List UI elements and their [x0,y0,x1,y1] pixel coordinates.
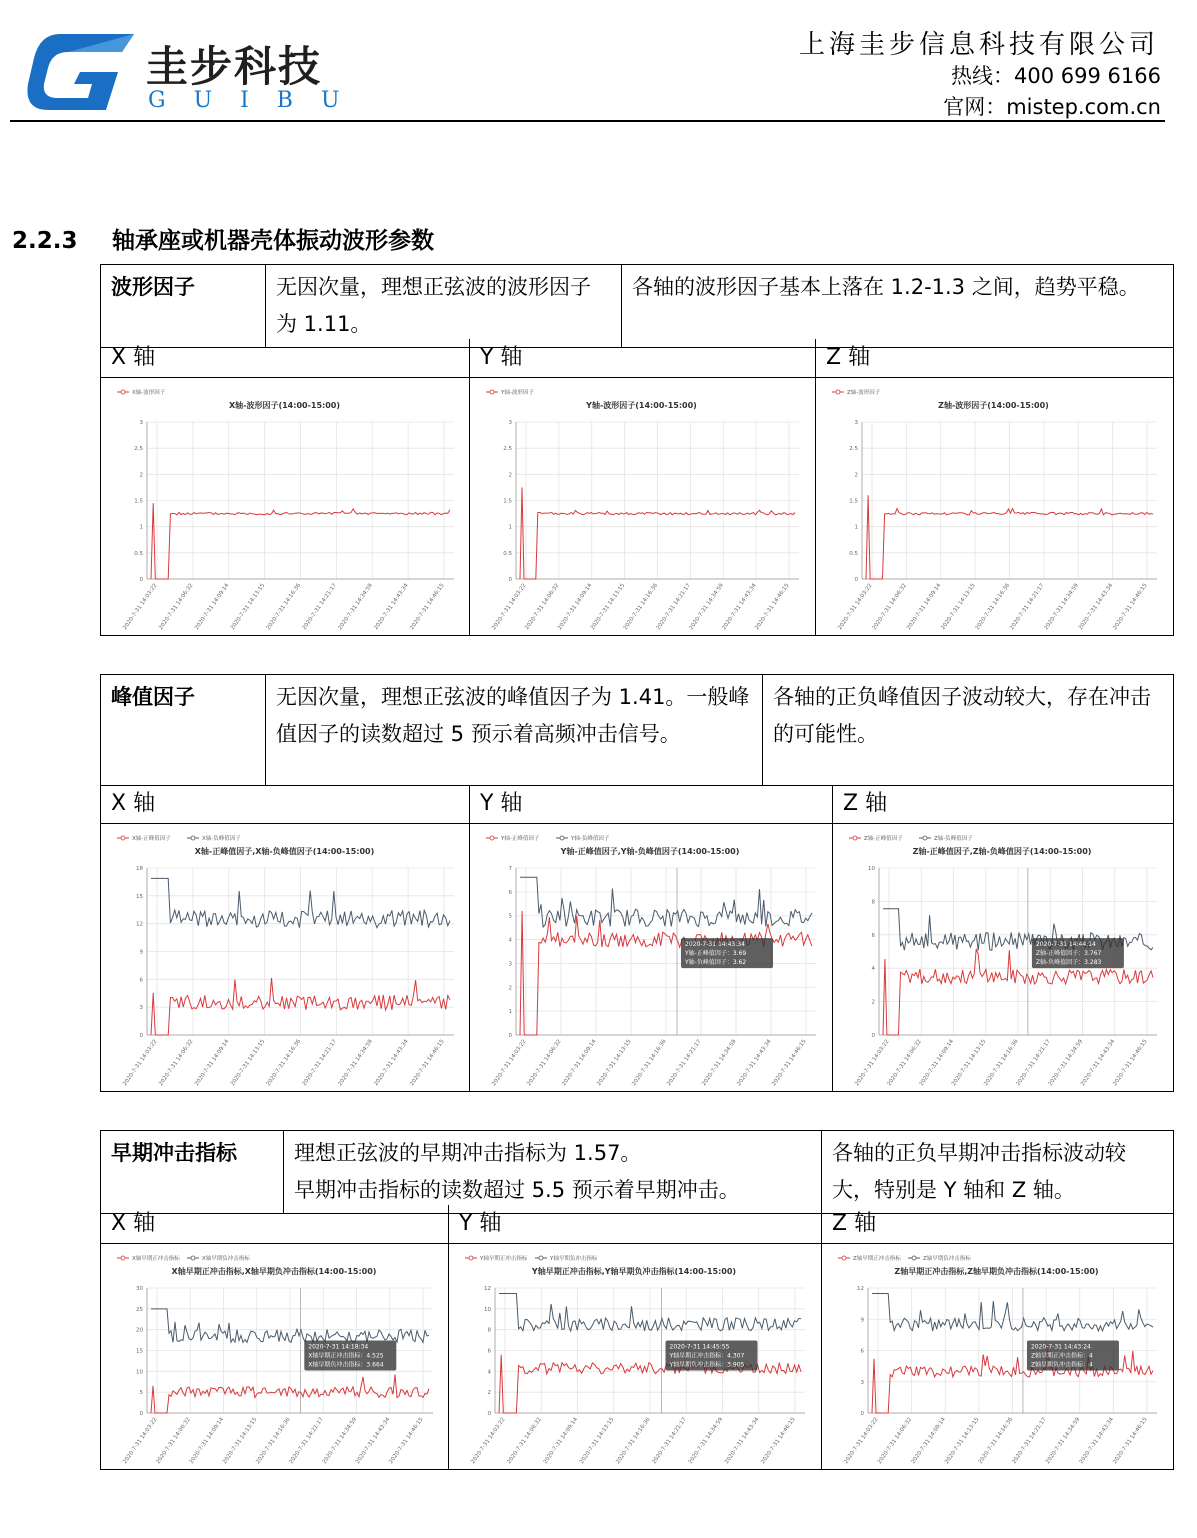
section-heading [12,222,434,255]
y-tick-label: 0 [871,1033,875,1039]
x-tick-label: 2020-7-31 14:43:34 [721,582,758,632]
x-tick-label: 2020-7-31 14:13:15 [229,1038,267,1088]
y-tick-label: 2.5 [503,446,512,453]
y-tick-label: 3 [508,961,512,968]
chart-z-waveform [816,378,1171,633]
website: 官网：mistep.com.cn [943,95,1161,119]
chart-title: X轴-波形因子(14:00-15:00) [228,401,341,410]
y-tick-label: 0.5 [849,550,858,557]
chart-svg [101,824,468,1089]
legend-label: Z轴-正峰值因子 [864,836,903,842]
param-name: 峰值因子 [101,675,266,786]
y-tick-label: 0.5 [134,550,143,557]
y-tick-label: 2.5 [134,446,143,453]
tooltip-text: Z轴早期正冲击指标：4 [1030,1352,1093,1360]
x-tick-label: 2020-7-31 14:21:17 [301,582,339,632]
x-tick-label: 2020-7-31 14:03:22 [837,582,874,632]
y-tick-label: 7 [508,866,512,872]
y-tick-label: 3 [139,1005,143,1012]
x-tick-label: 2020-7-31 14:46:15 [1112,582,1149,632]
x-tick-label: 2020-7-31 14:13:15 [950,1038,988,1088]
chart-svg [470,378,813,633]
y-tick-label: 9 [139,949,143,956]
tooltip-text: X轴早期负冲击指标：3.664 [308,1361,384,1369]
y-tick-label: 3 [139,420,143,426]
axis-label-z: Z 轴 [822,1205,1173,1244]
chart-x-crest [101,824,468,1089]
x-tick-label: 2020-7-31 14:09:14 [918,1038,956,1088]
legend-label: Y轴早期负冲击指标 [550,1256,598,1262]
chart-x-impact [101,1244,447,1467]
y-tick-label: 0 [508,577,512,583]
x-tick-label: 2020-7-31 14:03:22 [491,1038,528,1088]
early-impact-charts [100,1205,1174,1470]
x-tick-label: 2020-7-31 14:16:36 [974,582,1012,632]
chart-title: Y轴早期正冲击指标,Y轴早期负冲击指标(14:00-15:00) [531,1267,737,1276]
y-tick-label: 0.5 [503,550,512,557]
waveform-factor-table [100,264,1174,348]
x-tick-label: 2020-7-31 14:43:34 [1079,1038,1117,1088]
y-tick-label: 2 [508,985,512,992]
x-tick-label: 2020-7-31 14:16:36 [631,1038,668,1088]
x-tick-label: 2020-7-31 14:21:17 [655,582,693,632]
y-tick-label: 0 [487,1411,491,1417]
legend-label: X轴早期负冲击指标 [202,1256,250,1262]
x-tick-label: 2020-7-31 14:13:15 [578,1416,616,1466]
axis-label-x: X 轴 [101,785,469,824]
chart-title: X轴早期正冲击指标,X轴早期负冲击指标(14:00-15:00) [171,1267,377,1276]
x-tick-label: 2020-7-31 14:06:32 [524,582,561,632]
y-tick-label: 8 [487,1327,491,1334]
axis-label-x: X 轴 [101,1205,448,1244]
param-definition: 无因次量，理想正弦波的波形因子为 1.11。 [266,265,622,348]
definition-line-2: 早期冲击指标的读数超过 5.5 预示着早期冲击。 [294,1178,740,1202]
x-tick-label: 2020-7-31 14:03:22 [122,1038,159,1088]
x-tick-label: 2020-7-31 14:34:59 [1043,582,1080,632]
crest-factor-charts [100,785,1174,1092]
x-tick-label: 2020-7-31 14:46:15 [771,1038,808,1088]
x-tick-label: 2020-7-31 14:34:59 [687,1416,725,1466]
param-observation: 各轴的正负峰值因子波动较大，存在冲击的可能性。 [763,675,1174,786]
tooltip-text: 2020-7-31 14:43:34 [685,941,745,949]
x-tick-label: 2020-7-31 14:09:14 [188,1416,226,1466]
legend-label: Y轴早期正冲击指标 [480,1256,528,1262]
x-tick-label: 2020-7-31 14:21:17 [1011,1416,1048,1466]
crest-factor-table [100,674,1174,786]
brand-name-cn: 圭步科技 [146,42,323,91]
x-tick-label: 2020-7-31 14:43:34 [736,1038,773,1088]
chart-y-crest [470,824,830,1089]
x-tick-label: 2020-7-31 14:16:36 [265,1038,303,1088]
x-tick-label: 2020-7-31 14:16:36 [977,1416,1015,1466]
y-tick-label: 0 [139,1033,143,1039]
chart-title: Y轴-波形因子(14:00-15:00) [586,401,697,410]
x-tick-label: 2020-7-31 14:03:22 [491,582,528,632]
x-tick-label: 2020-7-31 14:13:15 [221,1416,259,1466]
x-tick-label: 2020-7-31 14:46:15 [409,1038,446,1088]
x-tick-label: 2020-7-31 14:16:36 [615,1416,652,1466]
waveform-factor-charts [100,339,1174,636]
x-tick-label: 2020-7-31 14:09:14 [561,1038,598,1088]
chart-title: Z轴-正峰值因子,Z轴-负峰值因子(14:00-15:00) [912,847,1092,856]
y-tick-label: 6 [487,1348,491,1355]
x-tick-label: 2020-7-31 14:09:14 [905,582,943,632]
y-tick-label: 3 [854,420,858,426]
y-tick-label: 25 [136,1306,143,1313]
x-tick-label: 2020-7-31 14:03:22 [122,582,159,632]
chart-title: Z轴-波形因子(14:00-15:00) [938,401,1049,410]
x-tick-label: 2020-7-31 14:06:32 [886,1038,923,1088]
y-tick-label: 18 [136,866,143,872]
axis-label-y: Y 轴 [449,1205,821,1244]
x-tick-label: 2020-7-31 14:03:22 [122,1416,159,1466]
tooltip-text: X轴早期正冲击指标：4.525 [308,1352,384,1360]
y-tick-label: 1.5 [503,498,512,505]
axis-label-z: Z 轴 [833,785,1173,824]
x-tick-label: 2020-7-31 14:16:36 [983,1038,1020,1088]
param-definition: 无因次量，理想正弦波的峰值因子为 1.41。一般峰值因子的读数超过 5 预示着高频冲击信号。 [266,675,763,786]
y-tick-label: 5 [508,913,512,920]
x-tick-label: 2020-7-31 14:21:17 [666,1038,703,1088]
x-tick-label: 2020-7-31 14:21:17 [1009,582,1046,632]
y-tick-label: 0 [139,1411,143,1417]
legend-label: Y轴-正峰值因子 [501,836,540,842]
x-tick-label: 2020-7-31 14:21:17 [301,1038,339,1088]
y-tick-label: 2 [871,999,875,1006]
y-tick-label: 15 [136,1348,143,1355]
y-tick-label: 3 [860,1379,864,1386]
tooltip-text: 2020-7-31 14:18:34 [308,1343,369,1351]
chart-title: Z轴早期正冲击指标,Z轴早期负冲击指标(14:00-15:00) [894,1267,1099,1276]
section-number: 2.2.3 [12,228,78,254]
axis-label-y: Y 轴 [470,785,832,824]
section-title: 轴承座或机器壳体振动波形参数 [112,228,434,254]
y-tick-label: 2 [139,472,143,479]
param-observation: 各轴的波形因子基本上落在 1.2-1.3 之间，趋势平稳。 [622,265,1174,348]
brand-name-en: GUIBU [148,88,368,113]
param-name: 波形因子 [101,265,266,348]
x-tick-label: 2020-7-31 14:06:32 [526,1038,563,1088]
x-tick-label: 2020-7-31 14:16:36 [622,582,660,632]
y-tick-label: 2 [508,472,512,479]
x-tick-label: 2020-7-31 14:46:15 [754,582,791,632]
y-tick-label: 1 [508,524,512,531]
x-tick-label: 2020-7-31 14:09:14 [910,1416,947,1466]
chart-z-impact [822,1244,1171,1467]
y-tick-label: 6 [139,977,143,984]
tooltip-text: 2020-7-31 14:45:55 [669,1343,730,1351]
legend-label: X轴-负峰值因子 [202,836,241,842]
x-tick-label: 2020-7-31 14:46:15 [760,1416,797,1466]
x-tick-label: 2020-7-31 14:46:15 [1112,1416,1149,1466]
y-tick-label: 5 [139,1390,143,1397]
axis-label-x: X 轴 [101,339,469,378]
chart-svg [101,378,468,633]
x-tick-label: 2020-7-31 14:06:32 [158,582,195,632]
param-observation: 各轴的正负早期冲击指标波动较大，特别是 Y 轴和 Z 轴。 [822,1131,1174,1214]
legend-label: Z轴早期正冲击指标 [853,1256,901,1262]
y-tick-label: 3 [508,420,512,426]
y-tick-label: 1.5 [134,498,143,505]
legend-label: Z轴-波形因子 [847,390,881,396]
y-tick-label: 6 [508,889,512,896]
x-tick-label: 2020-7-31 14:06:32 [158,1038,195,1088]
x-tick-label: 2020-7-31 14:06:32 [876,1416,914,1466]
x-tick-label: 2020-7-31 14:34:59 [701,1038,738,1088]
y-tick-label: 12 [136,921,143,928]
x-tick-label: 2020-7-31 14:03:22 [470,1416,507,1466]
axis-label-y: Y 轴 [470,339,815,378]
tooltip-text: Z轴-正峰值因子：3.767 [1035,950,1102,958]
x-tick-label: 2020-7-31 14:34:59 [321,1416,359,1466]
x-tick-label: 2020-7-31 14:34:59 [337,1038,374,1088]
x-tick-label: 2020-7-31 14:34:59 [688,582,725,632]
x-tick-label: 2020-7-31 14:34:59 [1044,1416,1082,1466]
chart-svg [101,1244,447,1467]
x-tick-label: 2020-7-31 14:06:32 [155,1416,192,1466]
y-tick-label: 2.5 [849,446,858,453]
chart-svg [816,378,1171,633]
x-tick-label: 2020-7-31 14:43:34 [373,582,410,632]
x-tick-label: 2020-7-31 14:06:32 [871,582,909,632]
chart-y-impact [449,1244,819,1467]
x-tick-label: 2020-7-31 14:21:17 [651,1416,688,1466]
tooltip-text: Y轴-正峰值因子：3.69 [685,950,747,958]
legend-label: Y轴-负峰值因子 [571,836,610,842]
hotline: 热线：400 699 6166 [951,64,1161,88]
y-tick-label: 10 [868,866,875,872]
tooltip-text: Y轴-负峰值因子：3.62 [685,959,747,967]
chart-title: Y轴-正峰值因子,Y轴-负峰值因子(14:00-15:00) [560,847,740,856]
guibu-logo-icon [22,28,142,118]
y-tick-label: 6 [860,1348,864,1355]
y-tick-label: 2 [487,1390,491,1397]
chart-svg [822,1244,1171,1467]
tooltip-text: Y轴早期正冲击指标：4.307 [669,1352,745,1360]
legend-label: X轴早期正冲击指标 [132,1256,180,1262]
x-tick-label: 2020-7-31 14:43:34 [1077,582,1115,632]
x-tick-label: 2020-7-31 14:46:15 [388,1416,425,1466]
x-tick-label: 2020-7-31 14:09:14 [193,1038,231,1088]
x-tick-label: 2020-7-31 14:46:15 [409,582,446,632]
y-tick-label: 12 [484,1286,491,1292]
y-tick-label: 1 [139,524,143,531]
company-name: 上海圭步信息科技有限公司 [798,30,1159,60]
x-tick-label: 2020-7-31 14:06:32 [506,1416,543,1466]
tooltip-text: 2020-7-31 14:44:14 [1035,941,1096,949]
x-tick-label: 2020-7-31 14:21:17 [1015,1038,1052,1088]
param-name: 早期冲击指标 [101,1131,284,1214]
legend-label: X轴-正峰值因子 [132,836,171,842]
chart-z-crest [833,824,1171,1089]
y-tick-label: 9 [860,1317,864,1324]
x-tick-label: 2020-7-31 14:34:59 [337,582,374,632]
param-definition [284,1131,822,1214]
x-tick-label: 2020-7-31 14:13:15 [596,1038,633,1088]
y-tick-label: 2 [854,472,858,479]
x-tick-label: 2020-7-31 14:43:34 [354,1416,392,1466]
x-tick-label: 2020-7-31 14:43:34 [373,1038,410,1088]
x-tick-label: 2020-7-31 14:03:22 [854,1038,891,1088]
x-tick-label: 2020-7-31 14:03:22 [843,1416,880,1466]
y-tick-label: 10 [484,1306,491,1313]
legend-label: Y轴-波形因子 [501,390,534,396]
chart-x-waveform [101,378,468,633]
x-tick-label: 2020-7-31 14:09:14 [193,582,231,632]
axis-label-z: Z 轴 [816,339,1173,378]
legend-label: Z轴早期负冲击指标 [923,1256,971,1262]
x-tick-label: 2020-7-31 14:46:15 [1112,1038,1149,1088]
x-tick-label: 2020-7-31 14:13:15 [940,582,977,632]
y-tick-label: 15 [136,893,143,900]
y-tick-label: 0 [854,577,858,583]
tooltip-text: Y轴早期负冲击指标：3.905 [669,1361,745,1369]
y-tick-label: 1.5 [849,498,858,505]
early-impact-table [100,1130,1174,1214]
x-tick-label: 2020-7-31 14:13:15 [944,1416,981,1466]
chart-title: X轴-正峰值因子,X轴-负峰值因子(14:00-15:00) [194,847,375,856]
x-tick-label: 2020-7-31 14:16:36 [255,1416,292,1466]
y-tick-label: 4 [508,937,512,944]
y-tick-label: 1 [508,1009,512,1016]
x-tick-label: 2020-7-31 14:13:15 [229,582,267,632]
x-tick-label: 2020-7-31 14:13:15 [589,582,627,632]
y-tick-label: 4 [871,966,875,973]
x-tick-label: 2020-7-31 14:43:34 [1078,1416,1116,1466]
legend-label: X轴-波形因子 [132,390,166,396]
x-tick-label: 2020-7-31 14:43:34 [723,1416,761,1466]
x-tick-label: 2020-7-31 14:09:14 [556,582,594,632]
x-tick-label: 2020-7-31 14:16:36 [265,582,303,632]
y-tick-label: 10 [136,1369,143,1376]
legend-label: Z轴-负峰值因子 [934,836,973,842]
chart-svg [470,824,830,1089]
chart-y-waveform [470,378,813,633]
y-tick-label: 0 [508,1033,512,1039]
y-tick-label: 6 [871,932,875,939]
x-tick-label: 2020-7-31 14:21:17 [288,1416,325,1466]
y-tick-label: 0 [860,1411,864,1417]
x-tick-label: 2020-7-31 14:34:59 [1047,1038,1085,1088]
chart-svg [833,824,1171,1089]
tooltip-text: Z轴早期负冲击指标：4 [1030,1361,1093,1369]
y-tick-label: 4 [487,1369,491,1376]
y-tick-label: 1 [854,524,858,531]
y-tick-label: 12 [857,1286,864,1292]
y-tick-label: 30 [136,1286,143,1292]
tooltip-text: 2020-7-31 14:43:24 [1030,1343,1091,1351]
header-divider [10,120,1165,122]
tooltip-text: Z轴-负峰值因子：3.283 [1035,959,1102,967]
y-tick-label: 8 [871,899,875,906]
y-tick-label: 0 [139,577,143,583]
definition-line-1: 理想正弦波的早期冲击指标为 1.57。 [294,1141,642,1165]
x-tick-label: 2020-7-31 14:09:14 [542,1416,580,1466]
chart-svg [449,1244,819,1467]
y-tick-label: 20 [136,1327,143,1334]
